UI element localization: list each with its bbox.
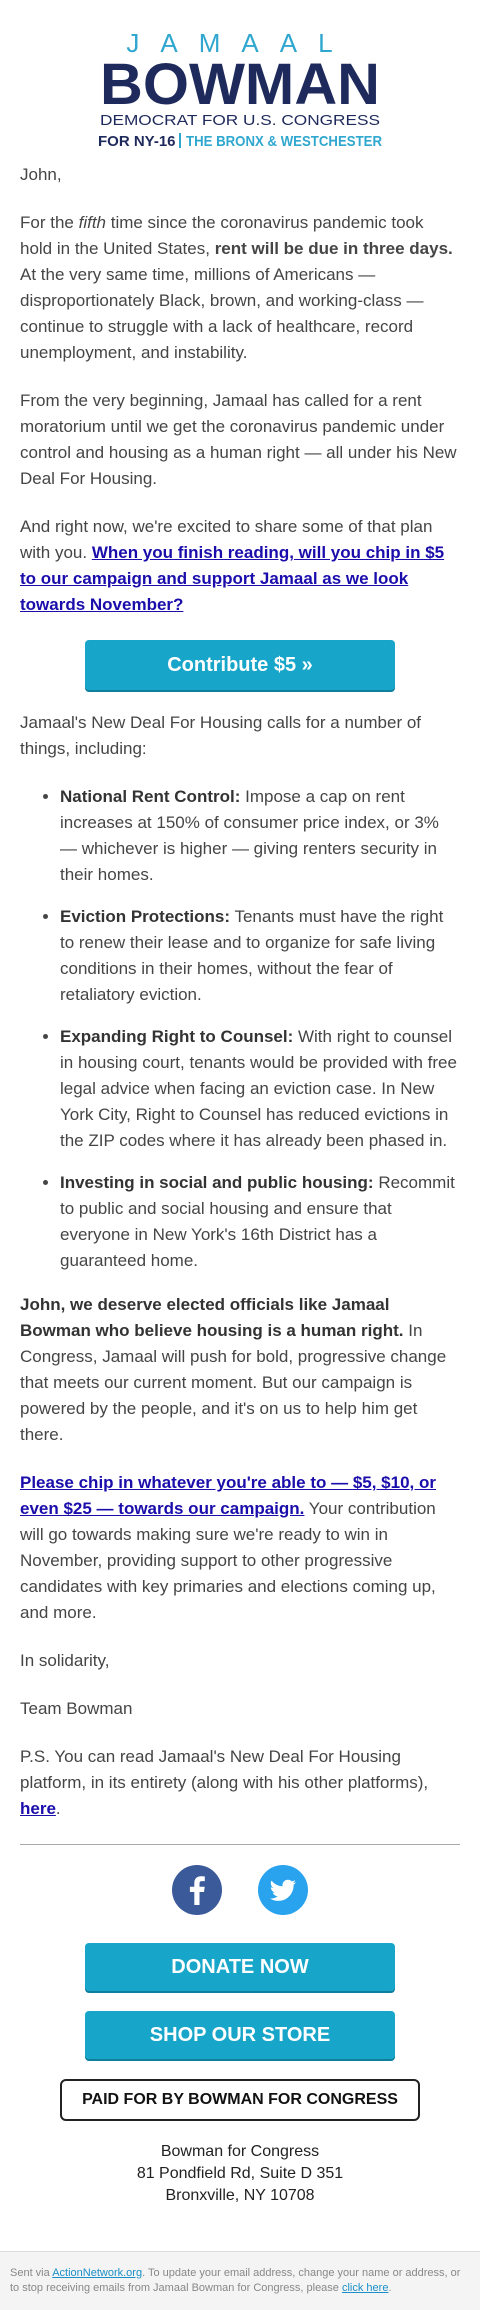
list-item: • National Rent Control: Impose a cap on rent increases at 150% of consumer price index, or 3% — whichever is higher — giving renters security in their homes. <box>60 784 460 888</box>
twitter-icon[interactable] <box>258 1865 308 1915</box>
policy-list <box>20 784 460 1274</box>
chip-in-5-link[interactable]: When you finish reading, will you chip in $5 to our campaign and support Jamaal as we look towards November? <box>20 543 445 614</box>
signoff: In solidarity, <box>20 1651 110 1670</box>
moratorium-paragraph: From the very beginning, Jamaal has called for a rent moratorium until we get the coronavirus pandemic under control and housing as a human right — all under his New Deal For Housing. <box>20 391 457 488</box>
unsubscribe-link[interactable]: click here <box>341 2282 389 2294</box>
address-line: 81 Pondfield Rd, Suite D 351 <box>136 2165 344 2182</box>
logo-first-name: JAMAAL <box>126 28 354 58</box>
logo-tagline: DEMOCRAT FOR U.S. CONGRESS <box>100 112 380 129</box>
logo-region: THE BRONX & WESTCHESTER <box>186 133 383 150</box>
divider <box>20 1844 460 1845</box>
greeting: John, <box>20 165 62 184</box>
logo-district: FOR NY-16 <box>98 133 176 150</box>
platform-here-link[interactable]: here <box>20 1799 56 1818</box>
contribution-paragraph: Please chip in whatever you're able to — $5, $10, or even $25 — towards our campaign. Your contribution will go towards making sure we're ready to win in November, providing support to other progressive candidates with key primaries and elections coming up, and more. <box>20 1473 436 1622</box>
email-body <box>0 162 480 1822</box>
rent-due-emphasis: rent will be due in three days. <box>214 239 453 258</box>
chip-in-paragraph: And right now, we're excited to share some of that plan with you. When you finish reading, will you chip in $5 to our campaign and support Jamaal as we look towards November? <box>20 517 445 614</box>
postscript: P.S. You can read Jamaal's New Deal For Housing platform, in its entirety (along with his other platforms), here. <box>20 1747 429 1818</box>
social-links <box>0 1865 480 1925</box>
logo-divider <box>179 133 181 148</box>
actionnetwork-link[interactable]: ActionNetwork.org <box>52 2267 143 2279</box>
signature: Team Bowman <box>20 1699 133 1718</box>
list-item: • Investing in social and public housing: Recommit to public and social housing and ensure that everyone in New York's 16th District has a guaranteed home. <box>60 1170 460 1274</box>
list-item: • Expanding Right to Counsel: With right to counsel in housing court, tenants would be provided with free legal advice when facing an eviction case. In New York City, Right to Counsel has reduced evictions in the ZIP codes where it has already been phased in. <box>60 1024 460 1154</box>
list-item: • Eviction Protections: Tenants must have the right to renew their lease and to organize for safe living conditions in their homes, without the fear of retaliatory eviction. <box>60 904 460 1008</box>
donate-now-button[interactable]: DONATE NOW <box>85 1943 395 1991</box>
paid-for-disclaimer: PAID FOR BY BOWMAN FOR CONGRESS <box>60 2079 420 2121</box>
address-line: Bronxville, NY 10708 <box>165 2187 315 2204</box>
chip-in-amounts-link[interactable]: Please chip in whatever you're able to — $5, $10, or even $25 — towards our campaign. <box>20 1473 436 1518</box>
human-right-paragraph: John, we deserve elected officials like Jamaal Bowman who believe housing is a human right. In Congress, Jamaal will push for bold, progressive change that meets our current moment. But our campaign is powered by the people, and it's on us to help him get there. <box>20 1295 447 1444</box>
logo-last-name: BOWMAN <box>100 52 380 117</box>
intro-paragraph: For the fifth time since the coronavirus pandemic took hold in the United States, rent will be due in three days. At the very same time, millions of Americans — disproportionately Black, brown, and working-class — continue to struggle with a lack of healthcare, record unemployment, and instability. <box>20 213 453 362</box>
facebook-icon[interactable] <box>172 1865 222 1915</box>
address-line: Bowman for Congress <box>160 2143 320 2160</box>
shop-store-button[interactable]: SHOP OUR STORE <box>85 2011 395 2059</box>
contribute-5-button[interactable]: Contribute $5 » <box>85 640 395 690</box>
mailing-address <box>0 2141 480 2207</box>
new-deal-intro: Jamaal's New Deal For Housing calls for a number of things, including: <box>20 713 422 758</box>
contribute-button-wrap <box>20 640 460 690</box>
email-footer: Sent via ActionNetwork.org. To update your email address, change your name or address, or to stop receiving emails from Jamaal Bowman for Congress, please click here. <box>0 2251 480 2310</box>
bowman-logo-graphic <box>90 26 390 156</box>
campaign-logo <box>0 0 480 162</box>
